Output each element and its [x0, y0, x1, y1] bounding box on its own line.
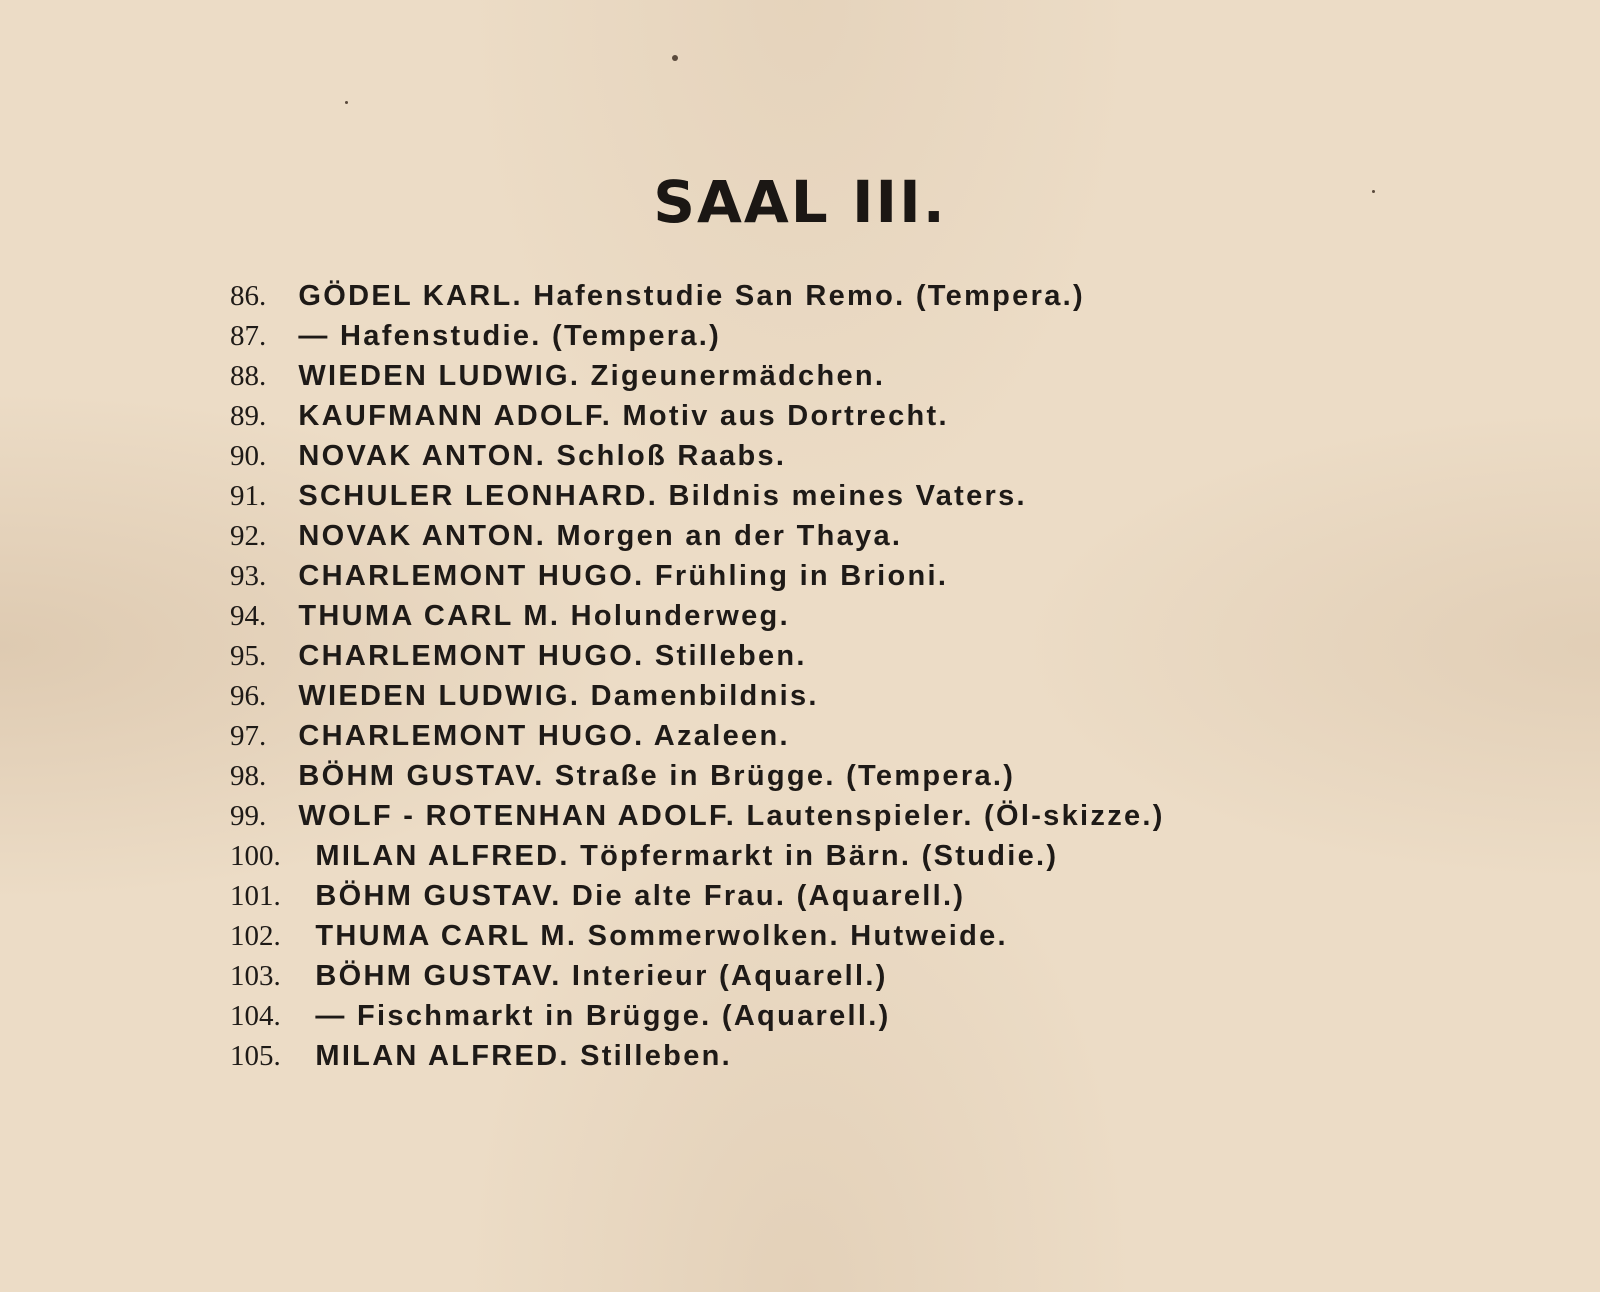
- entry-number: 98.: [230, 760, 267, 792]
- entry-work: Straße in Brügge. (Tempera.): [554, 760, 1016, 792]
- entry-number: 99.: [230, 800, 267, 832]
- entry-number: 95.: [230, 640, 267, 672]
- catalog-entry: [230, 276, 1360, 316]
- page-title: SAAL III.: [653, 168, 947, 236]
- entry-work: Holunderweg.: [570, 600, 790, 632]
- entry-artist: WIEDEN LUDWIG.: [298, 680, 581, 712]
- entry-number: 94.: [230, 600, 267, 632]
- catalog-entry: [230, 516, 1360, 556]
- entry-artist: —: [315, 1000, 347, 1032]
- entry-work: Zigeunermädchen.: [590, 360, 886, 392]
- entry-number: 89.: [230, 400, 267, 432]
- catalog-entry: [230, 1036, 1360, 1076]
- catalog-entry: [230, 836, 1360, 876]
- entry-work: Lautenspieler. (Öl-skizze.): [746, 800, 1165, 832]
- entry-artist: WIEDEN LUDWIG.: [298, 360, 581, 392]
- entry-artist: CHARLEMONT HUGO.: [298, 720, 645, 752]
- entry-artist: BÖHM GUSTAV.: [315, 880, 562, 912]
- catalog-entry: [230, 636, 1360, 676]
- catalog-entry: [230, 956, 1360, 996]
- entry-work: Interieur (Aquarell.): [571, 960, 888, 992]
- entry-artist: —: [298, 320, 330, 352]
- catalog-entry: [230, 556, 1360, 596]
- entry-number: 101.: [230, 880, 281, 912]
- catalog-entry: [230, 876, 1360, 916]
- entry-artist: NOVAK ANTON.: [298, 520, 547, 552]
- entry-work: Frühling in Brioni.: [654, 560, 949, 592]
- entry-number: 86.: [230, 280, 267, 312]
- entry-number: 96.: [230, 680, 267, 712]
- entry-artist: BÖHM GUSTAV.: [315, 960, 562, 992]
- entry-number: 100.: [230, 840, 281, 872]
- entry-artist: CHARLEMONT HUGO.: [298, 560, 645, 592]
- catalog-entry: [230, 476, 1360, 516]
- entry-number: 91.: [230, 480, 267, 512]
- entry-work: Schloß Raabs.: [556, 440, 787, 472]
- entry-artist: THUMA CARL M.: [315, 920, 578, 952]
- entry-work: Sommerwolken. Hutweide.: [587, 920, 1008, 952]
- entry-work: Die alte Frau. (Aquarell.): [571, 880, 966, 912]
- catalog-entry: [230, 676, 1360, 716]
- catalog-entry: [230, 316, 1360, 356]
- entry-number: 103.: [230, 960, 281, 992]
- entry-work: Bildnis meines Vaters.: [668, 480, 1027, 512]
- entry-work: Motiv aus Dortrecht.: [622, 400, 949, 432]
- entry-number: 104.: [230, 1000, 281, 1032]
- entry-work: Töpfermarkt in Bärn. (Studie.): [580, 840, 1059, 872]
- entry-work: Fischmarkt in Brügge. (Aquarell.): [357, 1000, 891, 1032]
- entry-artist: MILAN ALFRED.: [315, 840, 570, 872]
- catalog-entry: [230, 716, 1360, 756]
- entry-artist: NOVAK ANTON.: [298, 440, 547, 472]
- entry-number: 92.: [230, 520, 267, 552]
- entry-artist: KAUFMANN ADOLF.: [298, 400, 613, 432]
- entry-number: 88.: [230, 360, 267, 392]
- catalog-entry: [230, 996, 1360, 1036]
- catalog-entry: [230, 356, 1360, 396]
- ink-speck: [345, 101, 348, 104]
- entry-artist: CHARLEMONT HUGO.: [298, 640, 645, 672]
- entry-artist: GÖDEL KARL.: [298, 280, 523, 312]
- entry-number: 93.: [230, 560, 267, 592]
- entry-work: Stilleben.: [580, 1040, 732, 1072]
- entry-number: 90.: [230, 440, 267, 472]
- entry-work: Damenbildnis.: [590, 680, 819, 712]
- entry-artist: BÖHM GUSTAV.: [298, 760, 545, 792]
- catalog-entry: [230, 596, 1360, 636]
- entry-artist: THUMA CARL M.: [298, 600, 561, 632]
- entry-artist: WOLF - ROTENHAN ADOLF.: [298, 800, 737, 832]
- entry-number: 105.: [230, 1040, 281, 1072]
- catalog-entry: [230, 796, 1360, 836]
- ink-speck: [672, 55, 678, 61]
- catalog-entry: [230, 396, 1360, 436]
- catalog-entry: [230, 436, 1360, 476]
- entry-work: Hafenstudie. (Tempera.): [340, 320, 722, 352]
- catalog-entry: [230, 756, 1360, 796]
- entry-work: Hafenstudie San Remo. (Tempera.): [533, 280, 1085, 312]
- entry-artist: MILAN ALFRED.: [315, 1040, 570, 1072]
- entry-work: Stilleben.: [654, 640, 807, 672]
- catalog-entry: [230, 916, 1360, 956]
- entry-artist: SCHULER LEONHARD.: [298, 480, 659, 512]
- entry-number: 102.: [230, 920, 281, 952]
- catalog-list: [230, 276, 1360, 1076]
- entry-work: Azaleen.: [653, 720, 790, 752]
- entry-work: Morgen an der Thaya.: [556, 520, 903, 552]
- entry-number: 87.: [230, 320, 267, 352]
- entry-number: 97.: [230, 720, 267, 752]
